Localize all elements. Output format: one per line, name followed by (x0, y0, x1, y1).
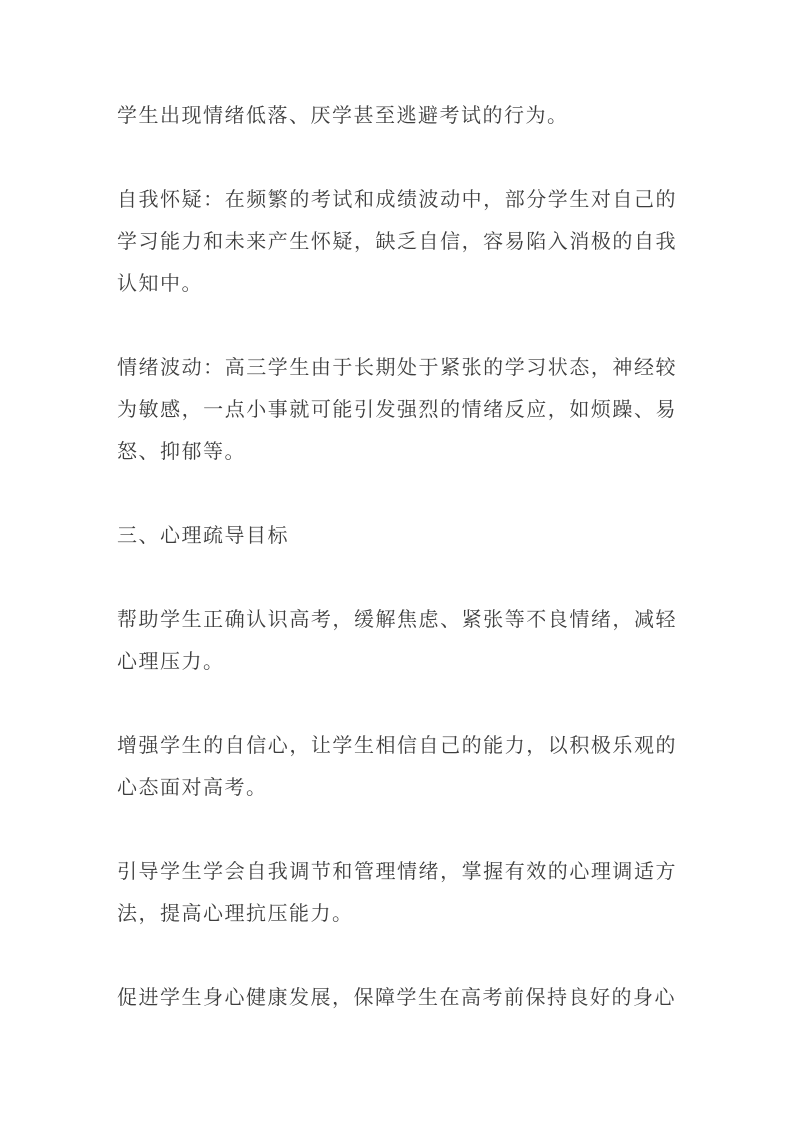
paragraph: 增强学生的自信心，让学生相信自己的能力，以积极乐观的心态面对高考。 (117, 735, 677, 799)
paragraph: 情绪波动：高三学生由于长期处于紧张的学习状态，神经较为敏感，一点小事就可能引发强烈的情绪反应，如烦躁、易怒、抑郁等。 (117, 357, 677, 463)
document-body (117, 95, 677, 1019)
paragraph: 促进学生身心健康发展，保障学生在高考前保持良好的身心 (117, 987, 676, 1009)
paragraph: 帮助学生正确认识高考，缓解焦虑、紧张等不良情绪，减轻心理压力。 (117, 609, 677, 673)
paragraph: 引导学生学会自我调节和管理情绪，掌握有效的心理调适方法，提高心理抗压能力。 (117, 861, 677, 925)
paragraph: 学生出现情绪低落、厌学甚至逃避考试的行为。 (117, 105, 569, 127)
paragraph: 自我怀疑：在频繁的考试和成绩波动中，部分学生对自己的学习能力和未来产生怀疑，缺乏自信，容易陷入消极的自我认知中。 (117, 189, 677, 295)
section-heading: 三、心理疏导目标 (117, 525, 289, 547)
